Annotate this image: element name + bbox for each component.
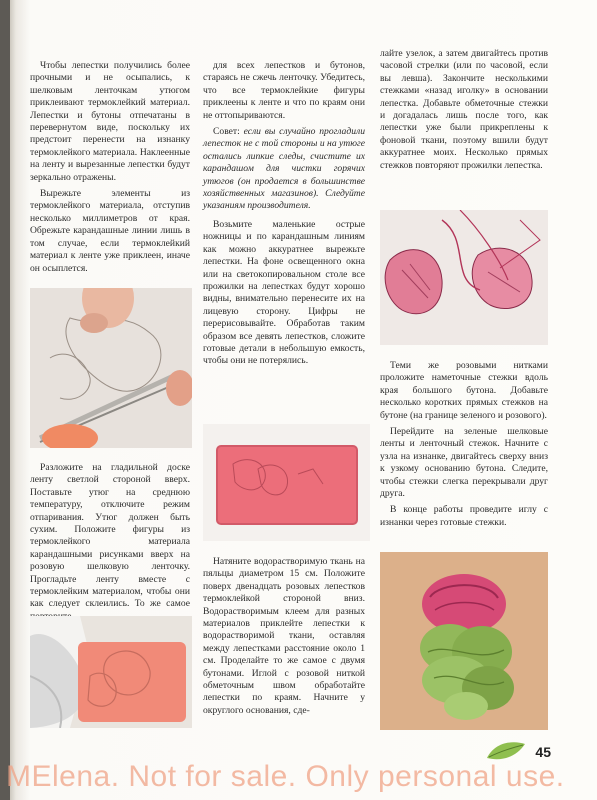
col1-paragraph-1: Чтобы лепестки получились более прочными и не осыпались, к шелковым ленточкам утюгом приклеивают термоклейкий материал. Лепестки и бутоны отпечатаны в перевернутом виде, поскольку их предстоит перенести на изнанку термоклейкого материала. Наклеенные на ленту и вырезанные лепестки будут зеркально отражены. xyxy=(30,60,190,183)
column-3-top-text xyxy=(380,48,548,176)
tip-label: Совет: xyxy=(213,126,240,138)
photo-ironing-ribbon xyxy=(30,616,192,728)
column-3-bottom-text xyxy=(380,360,548,533)
col3-paragraph-4: В конце работы проведите иглу с изнанки через готовые стежки. xyxy=(380,504,548,528)
col2-paragraph-2: Возьмите маленькие острые ножницы и по карандашным линиям как можно аккуратнее вырежьте лепестки. На фоне освещенного окна или на светокопировальном столе все прожилки на лепестках будут хорошо видны, внимательно перенесите их на лицевую сторону. Цифры не перерисовывайте. Обработав таким образом все девять лепестков, сложите готовые детали в небольшую емкость, чтобы они не потерялись. xyxy=(203,218,365,367)
column-2-top-text xyxy=(203,60,365,372)
column-2-bottom-text xyxy=(203,556,365,721)
photo-cutting-interfacing xyxy=(30,288,192,448)
tip-block xyxy=(203,126,365,213)
col2-paragraph-1: для всех лепестков и бутонов, стараясь не сжечь ленточку. Убедитесь, что все термоклейкие фигуры приклеены к ленте и что по краям они не оттопыриваются. xyxy=(203,60,365,121)
col2-paragraph-3: Натяните водорастворимую ткань на пяльцы диаметром 15 см. Положите поверх двенадцать розовых лепестков термоклейкой стороной вниз. Водорастворимым клеем для разных материалов приклейте лепестки к водорастворимой ткани, оставляя между лепестками расстояние около 1 см. Проделайте то же самое с двумя бутонами. Иглой с розовой ниткой обметочным швом обработайте лепестки по краям. Начните у округлого основания, сде- xyxy=(203,556,365,716)
col1-paragraph-3: Разложите на гладильной доске ленту светлой стороной вверх. Поставьте утюг на среднюю температуру, отключите режим отпаривания. Утюг должен быть сухим. Положите фигуры из термоклейкого материала карандашными рисунками вверх на розовую шелковую ленточку. Прогладьте ленту вместе с термоклейким материалом, чтобы они как следует склеились. То же самое xyxy=(30,462,190,610)
page-gutter-shadow xyxy=(0,0,10,800)
col1-paragraph-2: Вырежьте элементы из термоклейкого материала, отступив несколько миллиметров от края. Обрежьте карандашные линии лишь в том случае, если термоклейкий материал к ленте уже приклеен, иначе он осыплется. xyxy=(30,188,190,274)
page-number: 45 xyxy=(535,744,551,760)
tip-text: если вы случайно прогладили лепесток не с той стороны и на утюге остались липкие следы, счистите их карандашом для чистки горячих утюгов (он продается в большинстве хозяйственных магазинов). Следуйте указаниям производителя. xyxy=(203,126,365,212)
col3-paragraph-2: Теми же розовыми нитками проложите наметочные стежки вдоль края большого бутона. Добавьте несколько коротких прямых стежков на бутоне (на границе зеленого и розового). xyxy=(380,360,548,421)
col3-paragraph-1: лайте узелок, а затем двигайтесь против часовой стрелки (или по часовой, если вы левша). Закончите несколькими стежками «назад иголку» в основании лепестка. Добавьте обметочные стежки и догадалась лишь после того, как лепестки уже были прикреплены к фоновой ткани, поэтому вшили будут аккуратнее моих. Несколько прямых стежков повторяют прожилки лепестка. xyxy=(380,48,548,171)
column-1-bottom-text xyxy=(30,462,190,627)
col3-paragraph-3: Перейдите на зеленые шелковые ленты и ленточный стежок. Начните с узла на изнанке, двигайтесь сверху вниз к узкому основанию бутона. Следите, чтобы стежки слегка перекрывали друг друга. xyxy=(380,426,548,500)
photo-embroidered-petals xyxy=(380,210,548,345)
leaf-ornament-icon xyxy=(485,738,527,762)
photo-finished-rosebud xyxy=(380,552,548,730)
photo-pink-ribbon-petals xyxy=(203,424,370,541)
watermark-text: MElena. Not for sale. Only personal use. xyxy=(6,760,565,793)
column-1-top-text xyxy=(30,60,190,279)
